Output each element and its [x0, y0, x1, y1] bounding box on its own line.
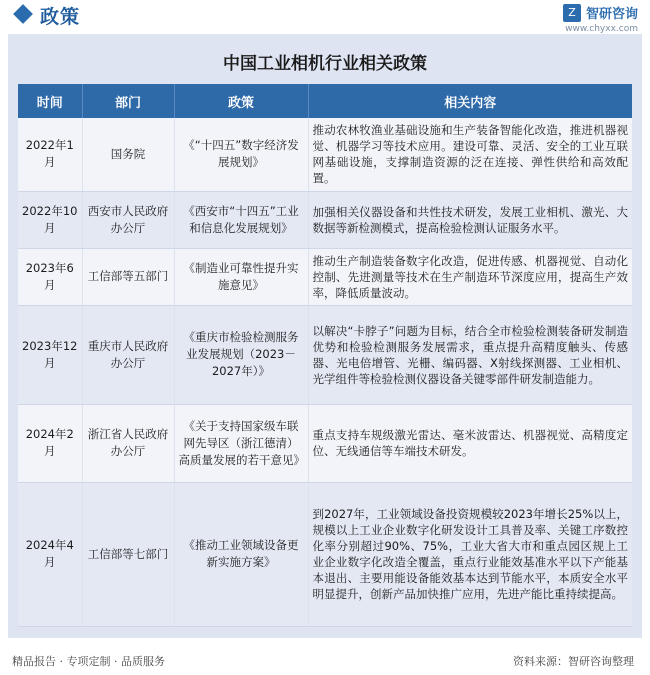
brand-url[interactable]: www.chyxx.com — [565, 24, 638, 34]
time-cell: 2024年2月 — [18, 404, 82, 482]
table-header-row — [18, 84, 632, 118]
table-row — [18, 305, 632, 404]
time-cell: 2023年6月 — [18, 248, 82, 305]
content-cell: 加强相关仪器设备和共性技术研发，发展工业相机、激光、大数据等新检测模式，提高检验检测认证服务水平。 — [308, 191, 632, 248]
diamond-icon — [13, 4, 33, 24]
column-header-time: 时间 — [18, 84, 82, 118]
data-source: 资料来源：智研咨询整理 — [513, 655, 634, 668]
time-cell: 2022年1月 — [18, 118, 82, 191]
content-cell: 以解决“卡脖子”问题为目标，结合全市检验检测装备研发制造优势和检验检测服务发展需求，重点提升高精度触头、传感器、光电倍增管、光栅、编码器、X射线探测器、工业相机、光学组件等检验检测仪器设备关键零部件研发制造能力。 — [308, 305, 632, 404]
policy-cell: 《关于支持国家级车联网先导区（浙江德清）高质量发展的若干意见》 — [174, 404, 308, 482]
content-cell: 推动农林牧渔业基础设施和生产装备智能化改造，推进机器视觉、机器学习等技术应用。建设可靠、灵活、安全的工业互联网基础设施，支撑制造资源的泛在连接、弹性供给和高效配置。 — [308, 118, 632, 191]
policy-cell: 《制造业可靠性提升实施意见》 — [174, 248, 308, 305]
dept-cell: 工信部等七部门 — [82, 482, 174, 626]
policy-cell: 《西安市“十四五”工业和信息化发展规划》 — [174, 191, 308, 248]
time-cell: 2023年12月 — [18, 305, 82, 404]
footer-slogan: 精品报告 · 专项定制 · 品质服务 — [12, 655, 165, 668]
brand-logo-icon: Z — [563, 4, 581, 22]
time-cell: 2022年10月 — [18, 191, 82, 248]
content-cell: 推动生产制造装备数字化改造，促进传感、机器视觉、自动化控制、先进测量等技术在生产制造环节深度应用，提高生产效率，降低质量波动。 — [308, 248, 632, 305]
table-row — [18, 118, 632, 191]
dept-cell: 工信部等五部门 — [82, 248, 174, 305]
dept-cell: 国务院 — [82, 118, 174, 191]
policy-cell: 《重庆市检验检测服务业发展规划（2023－2027年）》 — [174, 305, 308, 404]
table-caption: 中国工业相机行业相关政策 — [223, 54, 427, 74]
brand-name: 智研咨询 — [585, 7, 638, 22]
time-cell: 2024年4月 — [18, 482, 82, 626]
policy-cell: 《“十四五”数字经济发展规划》 — [174, 118, 308, 191]
table-row — [18, 248, 632, 305]
column-header-policy: 政策 — [174, 84, 308, 118]
content-cell: 到2027年，工业领域设备投资规模较2023年增长25%以上，规模以上工业企业数字化研发设计工具普及率、关键工序数控化率分别超过90%、75%，工业大省大市和重点园区规上工业企业数字化改造全覆盖，重点行业能效基准水平以下产能基本退出、主要用能设备能效基本达到节能水平，本质安全水平明显提升，创新产品加快推广应用，先进产能比重持续提高。 — [308, 482, 632, 626]
table-row — [18, 191, 632, 248]
dept-cell: 西安市人民政府办公厅 — [82, 191, 174, 248]
column-header-content: 相关内容 — [308, 84, 632, 118]
page-title: 政策 — [40, 6, 81, 28]
table-row — [18, 404, 632, 482]
content-cell: 重点支持车规级激光雷达、毫米波雷达、机器视觉、高精度定位、无线通信等车端技术研发。 — [308, 404, 632, 482]
dept-cell: 重庆市人民政府办公厅 — [82, 305, 174, 404]
table-row — [18, 482, 632, 626]
footer-bar — [0, 650, 650, 675]
brand[interactable] — [563, 3, 638, 22]
policy-cell: 《推动工业领域设备更新实施方案》 — [174, 482, 308, 626]
dept-cell: 浙江省人民政府办公厅 — [82, 404, 174, 482]
policy-table — [18, 84, 632, 627]
column-header-dept: 部门 — [82, 84, 174, 118]
header-bar — [0, 0, 650, 34]
